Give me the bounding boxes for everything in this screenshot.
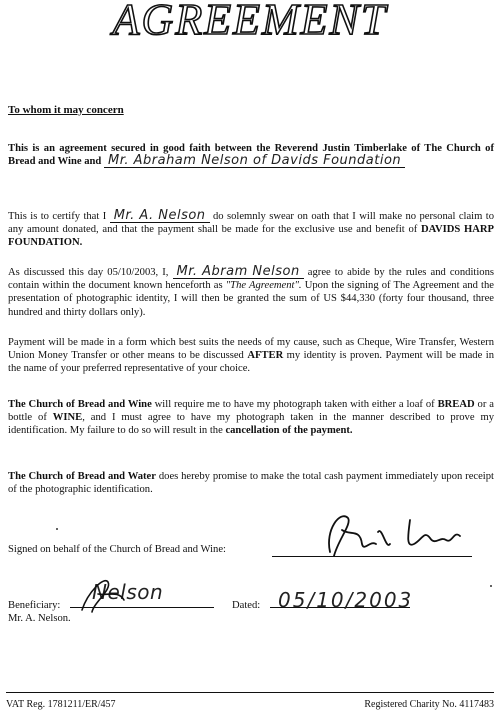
scan-speck [490, 585, 492, 587]
handwritten-name-2: Mr. Abram Nelson [173, 266, 304, 279]
discussed-text-1: agree to abide by the rules and conditions contain within the document known henceforth as [8, 267, 494, 292]
payment-text-1: Payment will be made in a form which best suits the needs of my cause, such as Cheque, Wire Transfer, Western Union Money Transfer or other means to be discussed [8, 337, 494, 362]
promise-text: does hereby promise to make the total cash payment immediately upon receipt of the photographic identification. [8, 471, 494, 496]
cancellation-text: cancellation of the payment. [225, 425, 353, 437]
certify-paragraph [8, 210, 494, 250]
agreement-doc-name: "The Agreement". [225, 280, 302, 292]
discussed-prefix: As discussed this day 05/10/2003, I, [8, 267, 169, 278]
certify-text: do solemnly swear on oath that I will make no personal claim to any amount donated, and that the payment shall be made for the exclusive use and benefit of [8, 211, 494, 236]
discussed-text-2: Upon the signing of The Agreement and the presentation of photographic identity, I will then be granted the sum of US $44,330 (forty four thousand, three hundred and thirty dollars only). [8, 280, 495, 318]
photo-org: The Church of Bread and Wine [8, 399, 152, 410]
intro-text: This is an agreement secured in good faith between the Reverend Justin Timberlake of The Church of Bread and Wine and [8, 143, 494, 168]
photo-paragraph [8, 398, 494, 438]
document-footer [6, 692, 494, 710]
dated-value: 05/10/2003 [278, 588, 414, 612]
bread-word: BREAD [437, 399, 475, 410]
beneficiary-label: Beneficiary: [8, 600, 61, 611]
certify-prefix: This is to certify that I [8, 211, 107, 222]
intro-paragraph [8, 142, 494, 168]
charity-number: Registered Charity No. 4117483 [364, 699, 494, 710]
wine-word: WINE [52, 412, 83, 424]
document-title: AGREEMENT [112, 0, 388, 44]
handwritten-name-1: Mr. A. Nelson [110, 210, 210, 223]
dated-label: Dated: [232, 600, 261, 611]
beneficiary-signature-flourish [74, 572, 134, 616]
payment-text-2: my identity is proven. Payment will be made in the name of your preferred representative of your choice. [8, 350, 494, 375]
church-signature-mark [290, 500, 490, 566]
promise-paragraph [8, 470, 494, 496]
photo-text-2: , and I must agree to have my photograph taken in the manner described to prove my identification. My failure to do so will result in the [8, 412, 494, 437]
or-a-bottle: or a bottle of [8, 399, 494, 424]
vat-reg: VAT Reg. 1781211/ER/457 [6, 699, 116, 710]
salutation: To whom it may concern [8, 104, 124, 116]
beneficiary-name: Mr. A. Nelson. [8, 613, 71, 624]
scan-speck [56, 528, 58, 530]
beneficiary-signature: Nelson [92, 580, 164, 604]
promise-org: The Church of Bread and Water [8, 471, 156, 482]
signed-on-behalf-label: Signed on behalf of the Church of Bread and Wine: [8, 544, 226, 555]
discussed-paragraph [8, 266, 494, 319]
payment-after: AFTER [247, 350, 284, 362]
beneficiary-org: DAVIDS HARP FOUNDATION. [8, 224, 494, 249]
photo-text-1: will require me to have my photograph taken with either a loaf of [154, 399, 435, 410]
handwritten-party: Mr. Abraham Nelson of Davids Foundation [104, 155, 405, 168]
payment-paragraph [8, 336, 494, 376]
